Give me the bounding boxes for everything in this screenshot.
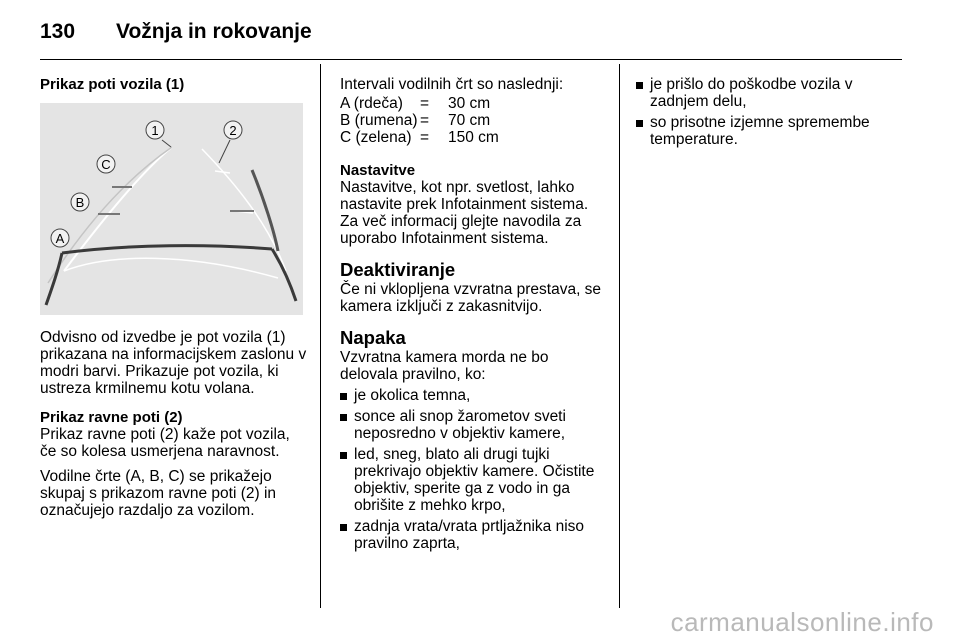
table-row bbox=[340, 95, 499, 112]
paragraph-settings: Nastavitve, kot npr. svetlost, lahko nastavite prek Infotainment sistema. Za več informacij glejte navodila za uporabo Infotainment sistema. bbox=[340, 179, 589, 247]
intervals-intro: Intervali vodilnih črt so naslednji: bbox=[340, 76, 564, 93]
list-item-text: led, sneg, blato ali drugi tujki prekrivajo objektiv kamere. Očistite objektiv, sperite ga z vodo in ga obrišite z mehko krpo, bbox=[354, 446, 595, 514]
list-item bbox=[340, 518, 610, 552]
guide-line-spacing-table bbox=[340, 95, 499, 146]
table-cell-label: C (zelena) bbox=[340, 129, 412, 146]
table-cell-equals: = bbox=[420, 112, 430, 129]
bullet-icon bbox=[636, 82, 643, 89]
section-heading-deactivation: Deaktiviranje bbox=[340, 259, 456, 280]
table-cell-equals: = bbox=[420, 129, 430, 146]
marker-a-label: A bbox=[55, 231, 65, 246]
column-divider-left bbox=[320, 64, 321, 608]
section-heading-fault: Napaka bbox=[340, 327, 406, 348]
list-item-text: sonce ali snop žarometov sveti neposredno v objektiv kamere, bbox=[354, 408, 566, 442]
bullet-icon bbox=[340, 524, 347, 531]
marker-b bbox=[71, 193, 89, 211]
section-heading-vehicle-path: Prikaz poti vozila (1) bbox=[40, 76, 185, 93]
callout-2-leader bbox=[219, 140, 230, 163]
list-item-text: zadnja vrata/vrata prtljažnika niso pravilno zaprta, bbox=[354, 518, 585, 552]
guideline-diagram bbox=[40, 103, 303, 315]
list-item bbox=[636, 114, 906, 148]
table-cell-value: 150 cm bbox=[448, 129, 499, 146]
list-item-text: so prisotne izjemne spremembe temperature. bbox=[650, 114, 870, 148]
column-1 bbox=[40, 76, 310, 519]
bullet-icon bbox=[636, 120, 643, 127]
header-rule bbox=[40, 59, 902, 60]
paragraph-deactivation: Če ni vklopljena vzvratna prestava, se kamera izklјuči z zakasnitvijo. bbox=[340, 281, 602, 315]
marker-2 bbox=[224, 121, 242, 139]
straight-path-outer-line bbox=[252, 170, 278, 251]
bullet-icon bbox=[340, 452, 347, 459]
fault-list bbox=[340, 387, 610, 552]
guide-line-a bbox=[62, 246, 272, 253]
watermark: carmanualsonline.info bbox=[670, 607, 934, 637]
bullet-icon bbox=[340, 414, 347, 421]
column-3 bbox=[636, 76, 906, 148]
list-item bbox=[340, 408, 610, 442]
marker-c-label: C bbox=[101, 157, 111, 172]
page-title: Vožnja in rokovanje bbox=[116, 20, 312, 43]
table-cell-value: 70 cm bbox=[448, 112, 491, 129]
vehicle-path-arc bbox=[64, 258, 278, 278]
path-right-edge bbox=[272, 249, 296, 301]
table-cell-label: A (rdeča) bbox=[340, 95, 403, 112]
marker-1 bbox=[146, 121, 164, 139]
table-row bbox=[340, 129, 499, 146]
list-item-text: je prišlo do poškodbe vozila v zadnjem delu, bbox=[650, 76, 853, 110]
list-item bbox=[340, 387, 610, 404]
column-2 bbox=[340, 76, 610, 552]
marker-c bbox=[97, 155, 115, 173]
bullet-icon bbox=[340, 393, 347, 400]
paragraph-guide-lines: Vodilne črte (A, B, C) se prikažejo skupaj s prikazom ravne poti (2) in označujejo razdaljo za vozilom. bbox=[40, 468, 277, 519]
marker-a bbox=[51, 229, 69, 247]
table-cell-equals: = bbox=[420, 95, 430, 112]
path-left-edge bbox=[46, 253, 62, 305]
table-row bbox=[340, 112, 499, 129]
section-heading-straight-path: Prikaz ravne poti (2) bbox=[40, 409, 183, 426]
marker-2-label: 2 bbox=[229, 123, 237, 138]
table-cell-label: B (rumena) bbox=[340, 112, 418, 129]
list-item-text: je okolica temna, bbox=[354, 387, 471, 404]
section-heading-settings: Nastavitve bbox=[340, 162, 416, 179]
table-cell-value: 30 cm bbox=[448, 95, 491, 112]
page-number: 130 bbox=[40, 20, 76, 43]
list-item bbox=[636, 76, 906, 110]
paragraph-straight-path: Prikaz ravne poti (2) kaže pot vozila, če so kolesa usmerjena naravnost. bbox=[40, 426, 290, 460]
list-item bbox=[340, 446, 610, 514]
column-divider-right bbox=[619, 64, 620, 608]
callout-1-leader bbox=[162, 140, 171, 147]
marker-1-label: 1 bbox=[151, 123, 159, 138]
marker-b-label: B bbox=[75, 195, 85, 210]
fault-list-continued bbox=[636, 76, 906, 148]
paragraph-vehicle-path: Odvisno od izvedbe je pot vozila (1) prikazana na informacijskem zaslonu v modri barvi. Prikazuje pot vozila, ki ustreza krmilnemu kotu volana. bbox=[40, 329, 307, 397]
paragraph-fault-intro: Vzvratna kamera morda ne bo delovala pravilno, ko: bbox=[340, 349, 549, 383]
camera-guideline-figure bbox=[40, 103, 303, 315]
straight-path-tick-upper bbox=[215, 171, 230, 173]
